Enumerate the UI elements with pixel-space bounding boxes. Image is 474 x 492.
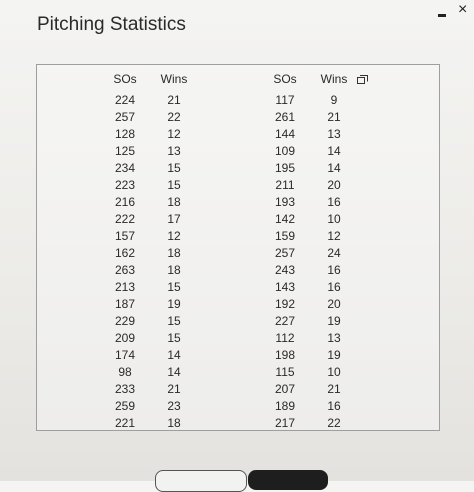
sos-cell: 257 xyxy=(114,110,136,124)
sos-cell: 259 xyxy=(114,399,136,413)
sos-cell: 115 xyxy=(275,365,295,379)
sos-cell: 217 xyxy=(274,416,296,430)
table-row xyxy=(262,296,360,313)
table-row xyxy=(262,347,360,364)
table-row xyxy=(102,143,200,160)
sos-cell: 233 xyxy=(114,382,136,396)
wins-cell: 14 xyxy=(327,161,341,175)
sos-cell: 229 xyxy=(114,314,136,328)
sos-cell: 234 xyxy=(114,161,136,175)
table-row xyxy=(262,330,360,347)
sos-cell: 263 xyxy=(114,263,136,277)
sos-cell: 157 xyxy=(114,229,136,243)
sos-cell: 261 xyxy=(274,110,296,124)
wins-cell: 12 xyxy=(167,229,181,243)
wins-cell: 20 xyxy=(327,297,341,311)
sos-cell: 109 xyxy=(274,144,296,158)
sos-cell: 144 xyxy=(274,127,296,141)
wins-cell: 18 xyxy=(167,246,181,260)
table-row xyxy=(102,330,200,347)
table-header-row xyxy=(102,72,200,92)
table-row xyxy=(102,364,200,381)
wins-cell: 18 xyxy=(167,416,181,430)
table-row xyxy=(262,313,360,330)
minimize-icon[interactable] xyxy=(438,14,446,17)
sos-cell: 187 xyxy=(114,297,136,311)
sos-cell: 128 xyxy=(114,127,136,141)
wins-cell: 18 xyxy=(167,195,181,209)
secondary-button[interactable] xyxy=(155,470,247,492)
wins-cell: 15 xyxy=(167,280,181,294)
sos-cell: 207 xyxy=(274,382,296,396)
table-row xyxy=(262,92,360,109)
table-row xyxy=(262,364,360,381)
table-row xyxy=(102,194,200,211)
copy-icon[interactable] xyxy=(357,75,368,84)
column-header-sos: SOs xyxy=(273,72,297,86)
sos-cell: 195 xyxy=(274,161,296,175)
table-header-row xyxy=(262,72,360,92)
wins-cell: 17 xyxy=(167,212,181,226)
wins-cell: 13 xyxy=(167,144,181,158)
wins-cell: 14 xyxy=(167,365,181,379)
sos-cell: 198 xyxy=(274,348,296,362)
wins-cell: 21 xyxy=(327,110,341,124)
data-table-left xyxy=(102,72,200,432)
table-row xyxy=(262,177,360,194)
wins-cell: 15 xyxy=(167,178,181,192)
sos-cell: 257 xyxy=(274,246,296,260)
table-row xyxy=(102,313,200,330)
column-header-wins: Wins xyxy=(160,72,188,86)
wins-cell: 13 xyxy=(327,127,341,141)
wins-cell: 18 xyxy=(167,263,181,277)
wins-cell: 19 xyxy=(327,314,341,328)
sos-cell: 143 xyxy=(274,280,296,294)
sos-cell: 174 xyxy=(114,348,136,362)
wins-cell: 22 xyxy=(167,110,181,124)
wins-cell: 21 xyxy=(327,382,341,396)
table-row xyxy=(102,228,200,245)
sos-cell: 159 xyxy=(274,229,296,243)
table-row xyxy=(262,109,360,126)
sos-cell: 112 xyxy=(275,331,295,345)
table-row xyxy=(262,126,360,143)
sos-cell: 162 xyxy=(114,246,136,260)
wins-cell: 12 xyxy=(167,127,181,141)
sos-cell: 142 xyxy=(274,212,296,226)
table-row xyxy=(102,126,200,143)
column-header-sos: SOs xyxy=(113,72,137,86)
sos-cell: 221 xyxy=(114,416,136,430)
wins-cell: 12 xyxy=(327,229,341,243)
sos-cell: 224 xyxy=(114,93,136,107)
table-row xyxy=(102,398,200,415)
table-row xyxy=(262,398,360,415)
wins-cell: 10 xyxy=(327,365,341,379)
table-row xyxy=(102,279,200,296)
sos-cell: 213 xyxy=(114,280,136,294)
sos-cell: 211 xyxy=(275,178,295,192)
table-row xyxy=(262,160,360,177)
table-row xyxy=(262,415,360,432)
wins-cell: 22 xyxy=(327,416,341,430)
table-row xyxy=(262,143,360,160)
sos-cell: 192 xyxy=(274,297,296,311)
wins-cell: 14 xyxy=(327,144,341,158)
sos-cell: 117 xyxy=(275,93,295,107)
sos-cell: 125 xyxy=(114,144,136,158)
wins-cell: 21 xyxy=(167,382,181,396)
sos-cell: 227 xyxy=(274,314,296,328)
wins-cell: 15 xyxy=(167,161,181,175)
wins-cell: 15 xyxy=(167,314,181,328)
table-row xyxy=(102,109,200,126)
wins-cell: 13 xyxy=(327,331,341,345)
sos-cell: 189 xyxy=(274,399,296,413)
wins-cell: 16 xyxy=(327,195,341,209)
sos-cell: 98 xyxy=(118,365,132,379)
table-row xyxy=(102,381,200,398)
table-row xyxy=(102,211,200,228)
wins-cell: 20 xyxy=(327,178,341,192)
table-row xyxy=(262,245,360,262)
primary-button[interactable] xyxy=(248,470,328,490)
table-row xyxy=(102,347,200,364)
table-row xyxy=(102,296,200,313)
wins-cell: 16 xyxy=(327,280,341,294)
sos-cell: 223 xyxy=(114,178,136,192)
sos-cell: 216 xyxy=(114,195,136,209)
table-row xyxy=(262,262,360,279)
wins-cell: 16 xyxy=(327,263,341,277)
wins-cell: 23 xyxy=(167,399,181,413)
wins-cell: 16 xyxy=(327,399,341,413)
data-table-frame xyxy=(36,64,440,431)
table-row xyxy=(102,415,200,432)
data-table-right xyxy=(262,72,360,432)
table-row xyxy=(102,92,200,109)
table-row xyxy=(102,177,200,194)
sos-cell: 193 xyxy=(274,195,296,209)
sos-cell: 209 xyxy=(114,331,136,345)
table-row xyxy=(262,194,360,211)
sos-cell: 222 xyxy=(114,212,136,226)
table-row xyxy=(262,211,360,228)
table-row xyxy=(102,160,200,177)
table-row xyxy=(262,381,360,398)
table-row xyxy=(262,279,360,296)
wins-cell: 19 xyxy=(327,348,341,362)
wins-cell: 14 xyxy=(167,348,181,362)
wins-cell: 9 xyxy=(330,93,338,107)
column-header-wins: Wins xyxy=(320,72,348,86)
table-row xyxy=(262,228,360,245)
sos-cell: 243 xyxy=(274,263,296,277)
table-row xyxy=(102,245,200,262)
wins-cell: 19 xyxy=(167,297,181,311)
dialog-title: Pitching Statistics xyxy=(37,14,186,35)
wins-cell: 10 xyxy=(327,212,341,226)
wins-cell: 21 xyxy=(167,93,181,107)
wins-cell: 24 xyxy=(327,246,341,260)
table-row xyxy=(102,262,200,279)
close-icon[interactable]: × xyxy=(458,1,468,18)
wins-cell: 15 xyxy=(167,331,181,345)
